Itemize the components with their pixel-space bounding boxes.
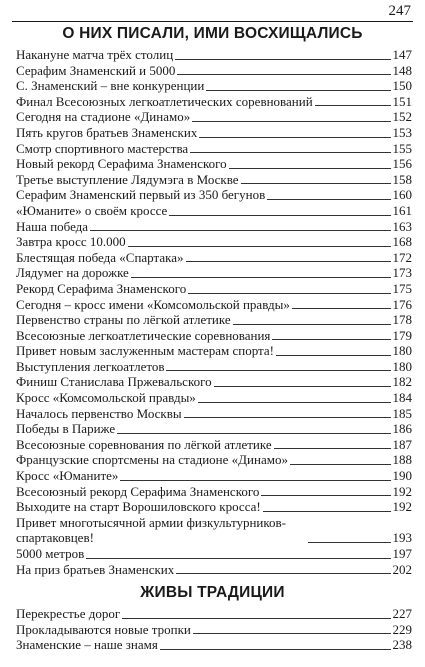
entry-page-number: 172 bbox=[392, 249, 412, 265]
entry-title: Кросс «Юманите» bbox=[16, 468, 119, 484]
leader-line bbox=[199, 137, 390, 138]
toc-entry bbox=[16, 265, 412, 281]
entry-page-number: 186 bbox=[392, 421, 412, 437]
entry-title: Блестящая победа «Спартака» bbox=[16, 249, 184, 265]
entry-title: Победы в Париже bbox=[16, 421, 116, 437]
entry-title: Финал Всесоюзных легкоатлетических соревнований bbox=[16, 93, 313, 109]
leader-line bbox=[120, 480, 390, 481]
entry-title: Первенство страны по лёгкой атлетике bbox=[16, 312, 231, 328]
leader-line bbox=[267, 199, 390, 200]
entry-title: Выступления легкоатлетов bbox=[16, 358, 165, 374]
entry-page-number: 180 bbox=[392, 343, 412, 359]
toc-entry bbox=[16, 437, 412, 453]
leader-line bbox=[290, 464, 391, 465]
toc-entry bbox=[16, 109, 412, 125]
entry-title: Рекорд Серафима Знаменского bbox=[16, 280, 187, 296]
table-of-contents bbox=[16, 47, 412, 577]
entry-title: Серафим Знаменский первый из 350 бегунов bbox=[16, 187, 266, 203]
toc-entry bbox=[16, 359, 412, 375]
entry-page-number: 176 bbox=[392, 296, 412, 312]
entry-title: На приз братьев Знаменских bbox=[16, 561, 175, 577]
leader-line bbox=[90, 230, 390, 231]
leader-line bbox=[188, 293, 390, 294]
leader-line bbox=[315, 105, 391, 106]
leader-line bbox=[233, 324, 391, 325]
entry-page-number: 182 bbox=[392, 374, 412, 390]
leader-line bbox=[276, 355, 391, 356]
header-rule bbox=[12, 21, 413, 22]
entry-page-number: 156 bbox=[392, 156, 412, 172]
toc-entry bbox=[16, 562, 412, 578]
toc-entry bbox=[16, 172, 412, 188]
leader-line bbox=[176, 573, 390, 574]
leader-line bbox=[166, 370, 390, 371]
leader-line bbox=[122, 618, 390, 619]
entry-title: Финиш Станислава Пржевальского bbox=[16, 374, 212, 390]
toc-entry bbox=[16, 94, 412, 110]
entry-page-number: 147 bbox=[392, 47, 412, 62]
entry-page-number: 192 bbox=[392, 499, 412, 515]
toc-entry bbox=[16, 312, 412, 328]
table-of-contents bbox=[16, 606, 412, 653]
leader-line bbox=[175, 59, 390, 60]
entry-page-number: 148 bbox=[392, 62, 412, 78]
toc-entry bbox=[16, 156, 412, 172]
entry-title: Началось первенство Москвы bbox=[16, 405, 182, 421]
toc-entry bbox=[16, 234, 412, 250]
leader-line bbox=[241, 183, 391, 184]
entry-title: Кросс «Комсомольской правды» bbox=[16, 390, 196, 406]
entry-title: 5000 метров bbox=[16, 546, 85, 561]
entry-title: С. Знаменский – вне конкуренции bbox=[16, 78, 205, 94]
leader-line bbox=[274, 448, 391, 449]
entry-title: Знаменские – наше знамя bbox=[16, 637, 158, 653]
entry-page-number: 163 bbox=[392, 218, 412, 234]
entry-page-number: 187 bbox=[392, 436, 412, 452]
leader-line bbox=[190, 152, 390, 153]
entry-title: Сегодня на стадионе «Динамо» bbox=[16, 109, 191, 125]
entry-page-number: 227 bbox=[392, 606, 412, 621]
entry-title: Перекрестье дорог bbox=[16, 606, 121, 621]
entry-title: Всесоюзные соревнования по лёгкой атлетике bbox=[16, 436, 272, 452]
entry-title: Смотр спортивного мастерства bbox=[16, 140, 189, 156]
page-number: 247 bbox=[388, 3, 411, 19]
entry-page-number: 184 bbox=[392, 390, 412, 406]
entry-title: Завтра кросс 10.000 bbox=[16, 234, 126, 250]
leader-line bbox=[192, 121, 390, 122]
entry-page-number: 180 bbox=[392, 358, 412, 374]
toc-entry bbox=[16, 546, 412, 562]
leader-line bbox=[169, 215, 390, 216]
entry-page-number: 155 bbox=[392, 140, 412, 156]
entry-title: Третье выступление Лядумэга в Москве bbox=[16, 171, 239, 187]
toc-entry bbox=[16, 328, 412, 344]
toc-entry bbox=[16, 281, 412, 297]
entry-title: Серафим Знаменский и 5000 bbox=[16, 62, 176, 78]
entry-page-number: 193 bbox=[392, 530, 412, 546]
entry-page-number: 190 bbox=[392, 468, 412, 484]
entry-title: Привет новым заслуженным мастерам спорта! bbox=[16, 343, 274, 359]
leader-line bbox=[292, 308, 391, 309]
section-title: О НИХ ПИСАЛИ, ИМИ ВОСХИЩАЛИСЬ bbox=[62, 25, 363, 42]
entry-page-number: 168 bbox=[392, 234, 412, 250]
entry-page-number: 238 bbox=[392, 637, 412, 653]
entry-title: Сегодня – кросс имени «Комсомольской правды» bbox=[16, 296, 290, 312]
toc-entry bbox=[16, 390, 412, 406]
toc-entry bbox=[16, 219, 412, 235]
entry-title: Пять кругов братьев Знаменских bbox=[16, 124, 198, 140]
leader-line bbox=[229, 168, 391, 169]
entry-page-number: 192 bbox=[392, 483, 412, 499]
toc-entry bbox=[16, 297, 412, 313]
entry-page-number: 202 bbox=[392, 561, 412, 577]
toc-entry bbox=[16, 141, 412, 157]
toc-entry bbox=[16, 468, 412, 484]
entry-title: Лядумег на дорожке bbox=[16, 265, 129, 281]
entry-title: Новый рекорд Серафима Знаменского bbox=[16, 156, 227, 172]
section-title: ЖИВЫ ТРАДИЦИИ bbox=[140, 584, 285, 601]
leader-line bbox=[206, 90, 390, 91]
toc-entry bbox=[16, 452, 412, 468]
leader-line bbox=[186, 261, 391, 262]
entry-page-number: 150 bbox=[392, 78, 412, 94]
toc-entry bbox=[16, 622, 412, 638]
entry-page-number: 161 bbox=[392, 202, 412, 218]
toc-entry bbox=[16, 515, 412, 546]
toc-entry bbox=[16, 343, 412, 359]
toc-entry bbox=[16, 63, 412, 79]
toc-entry bbox=[16, 374, 412, 390]
leader-line bbox=[263, 511, 391, 512]
entry-page-number: 173 bbox=[392, 265, 412, 281]
entry-title: Прокладываются новые тропки bbox=[16, 621, 191, 637]
toc-entry bbox=[16, 499, 412, 515]
entry-title: Накануне матча трёх столиц bbox=[16, 47, 174, 62]
entry-title: Привет многотысячной армии физкультурников-спартаковцев! bbox=[16, 514, 287, 546]
toc-entry bbox=[16, 250, 412, 266]
leader-line bbox=[86, 558, 390, 559]
entry-page-number: 229 bbox=[392, 621, 412, 637]
leader-line bbox=[131, 277, 391, 278]
entry-title: Всесоюзные легкоатлетические соревнования bbox=[16, 327, 271, 343]
toc-entry bbox=[16, 78, 412, 94]
entry-page-number: 153 bbox=[392, 124, 412, 140]
entry-page-number: 152 bbox=[392, 109, 412, 125]
leader-line bbox=[198, 402, 391, 403]
entry-page-number: 185 bbox=[392, 405, 412, 421]
leader-line bbox=[117, 433, 390, 434]
entry-title: Выходите на старт Ворошиловского кросса! bbox=[16, 499, 261, 515]
entry-page-number: 158 bbox=[392, 171, 412, 187]
toc-entry bbox=[16, 421, 412, 437]
entry-title: Французские спортсмены на стадионе «Динамо» bbox=[16, 452, 288, 468]
leader-line bbox=[261, 495, 390, 496]
entry-page-number: 178 bbox=[392, 312, 412, 328]
toc-entry bbox=[16, 125, 412, 141]
entry-title: Наша победа bbox=[16, 218, 89, 234]
entry-page-number: 175 bbox=[392, 280, 412, 296]
toc-entry bbox=[16, 203, 412, 219]
entry-page-number: 160 bbox=[392, 187, 412, 203]
leader-line bbox=[177, 74, 390, 75]
leader-line bbox=[214, 386, 391, 387]
leader-line bbox=[128, 246, 391, 247]
leader-line bbox=[272, 339, 390, 340]
leader-line bbox=[308, 542, 391, 543]
toc-entry bbox=[16, 406, 412, 422]
entry-title: «Юманите» о своём кроссе bbox=[16, 202, 168, 218]
toc-entry bbox=[16, 484, 412, 500]
entry-page-number: 179 bbox=[392, 327, 412, 343]
toc-entry bbox=[16, 187, 412, 203]
leader-line bbox=[184, 417, 391, 418]
entry-title: Всесоюзный рекорд Серафима Знаменского bbox=[16, 483, 260, 499]
leader-line bbox=[160, 649, 391, 650]
leader-line bbox=[193, 633, 391, 634]
entry-page-number: 188 bbox=[392, 452, 412, 468]
toc-entry bbox=[16, 606, 412, 622]
toc-entry bbox=[16, 47, 412, 63]
entry-page-number: 151 bbox=[392, 93, 412, 109]
entry-page-number: 197 bbox=[392, 546, 412, 561]
toc-entry bbox=[16, 637, 412, 653]
